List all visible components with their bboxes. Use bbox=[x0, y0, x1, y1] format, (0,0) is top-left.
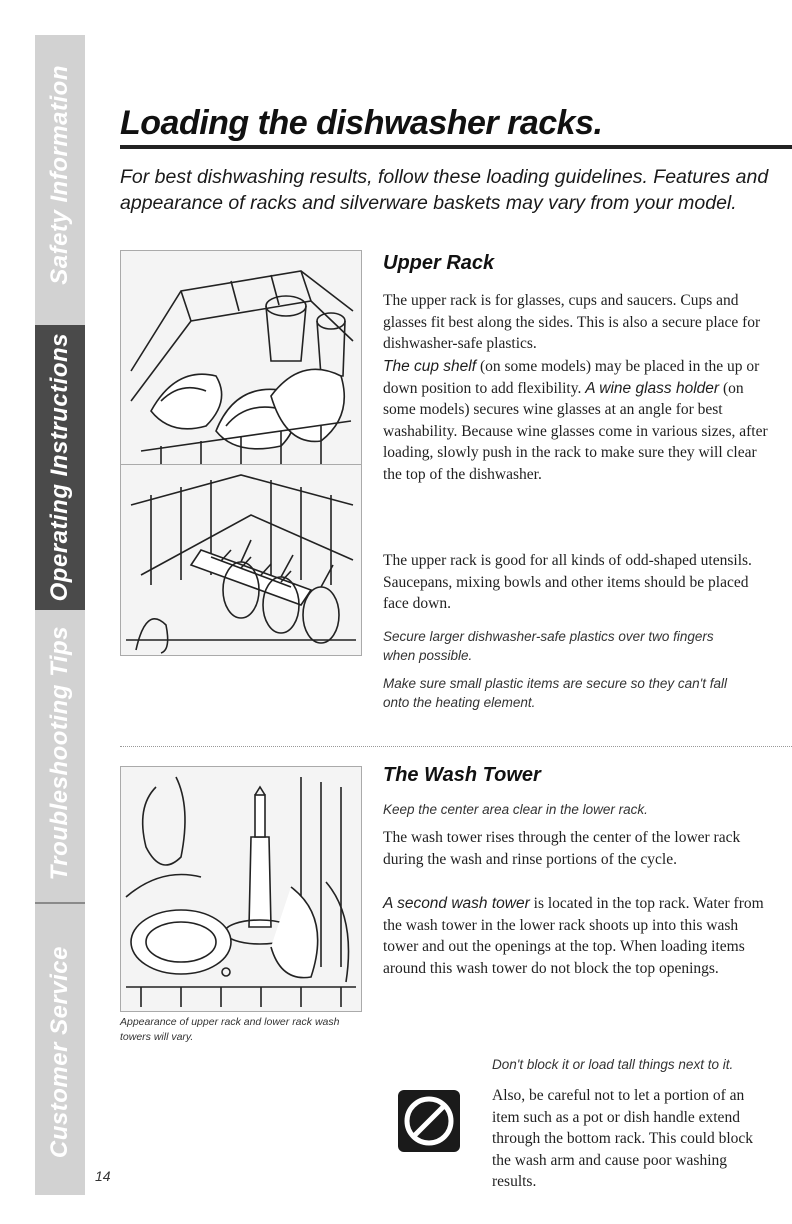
prohibited-icon bbox=[398, 1090, 460, 1152]
cup-shelf-term: The cup shelf bbox=[383, 358, 477, 375]
tab-troubleshooting-tips[interactable] bbox=[35, 625, 85, 881]
page-title: Loading the dishwasher racks. bbox=[120, 104, 603, 142]
illustration-caption: Appearance of upper rack and lower rack wash towers will vary. bbox=[120, 1016, 340, 1043]
sidebar-divider bbox=[35, 902, 85, 904]
wine-glass-holder-text: (on some models) secures wine glasses at an angle for best washability. Because wine glasses come in various sizes, after loading, slowly push in the rack to make sure they will clear the top of the dishwasher. bbox=[383, 379, 768, 483]
tab-label: Operating Instructions bbox=[46, 333, 73, 602]
tab-label: Safety Information bbox=[46, 65, 73, 285]
wine-glass-holder-illustration bbox=[120, 464, 362, 656]
tab-operating-instructions[interactable] bbox=[35, 325, 85, 610]
wash-tower-note-2: Don't block it or load tall things next to it. bbox=[492, 1057, 734, 1072]
wash-tower-paragraph-1: The wash tower rises through the center of the lower rack during the wash and rinse portions of the cycle. bbox=[383, 829, 741, 868]
wash-tower-paragraph-2 bbox=[383, 893, 768, 979]
upper-rack-paragraph-1: The upper rack is for glasses, cups and saucers. Cups and glasses fit best along the sides. This is also a secure place for dishwasher-safe plastics. bbox=[383, 292, 761, 352]
upper-rack-cups-illustration bbox=[120, 250, 362, 470]
wash-tower-illustration bbox=[120, 766, 362, 1012]
tab-label: Customer Service bbox=[46, 946, 73, 1159]
title-rule bbox=[120, 145, 792, 149]
page-number: 14 bbox=[95, 1168, 111, 1184]
wash-tower-heading: The Wash Tower bbox=[383, 764, 541, 786]
second-wash-tower-text: is located in the top rack. Water from the wash tower in the lower rack shoots up into this wash tower and out the openings at the top. When loading items around this wash tower do not block the top openings. bbox=[383, 895, 764, 977]
wash-tower-note-1: Keep the center area clear in the lower rack. bbox=[383, 802, 648, 817]
tab-customer-service[interactable] bbox=[35, 935, 85, 1170]
upper-rack-note-2: Make sure small plastic items are secure so they can't fall onto the heating element. bbox=[383, 676, 727, 710]
intro-text: For best dishwashing results, follow these loading guidelines. Features and appearance of racks and silverware baskets may vary from your model. bbox=[120, 166, 769, 214]
tab-safety-information[interactable] bbox=[35, 60, 85, 290]
section-divider bbox=[120, 746, 792, 747]
tab-label: Troubleshooting Tips bbox=[46, 625, 73, 881]
second-wash-tower-term: A second wash tower bbox=[383, 895, 530, 912]
upper-rack-note-1: Secure larger dishwasher-safe plastics over two fingers when possible. bbox=[383, 629, 714, 663]
upper-rack-heading: Upper Rack bbox=[383, 252, 495, 274]
upper-rack-paragraph-2 bbox=[383, 356, 773, 485]
cup-shelf-text: (on some models) may be placed in the up or down position to add flexibility. bbox=[383, 358, 760, 397]
wash-tower-paragraph-3: Also, be careful not to let a portion of an item such as a pot or dish handle extend through the bottom rack. This could block the wash arm and cause poor washing results. bbox=[492, 1087, 754, 1190]
upper-rack-paragraph-3: The upper rack is good for all kinds of odd-shaped utensils. Saucepans, mixing bowls and other items should be placed face down. bbox=[383, 552, 752, 612]
wine-glass-holder-term: A wine glass holder bbox=[585, 379, 720, 397]
